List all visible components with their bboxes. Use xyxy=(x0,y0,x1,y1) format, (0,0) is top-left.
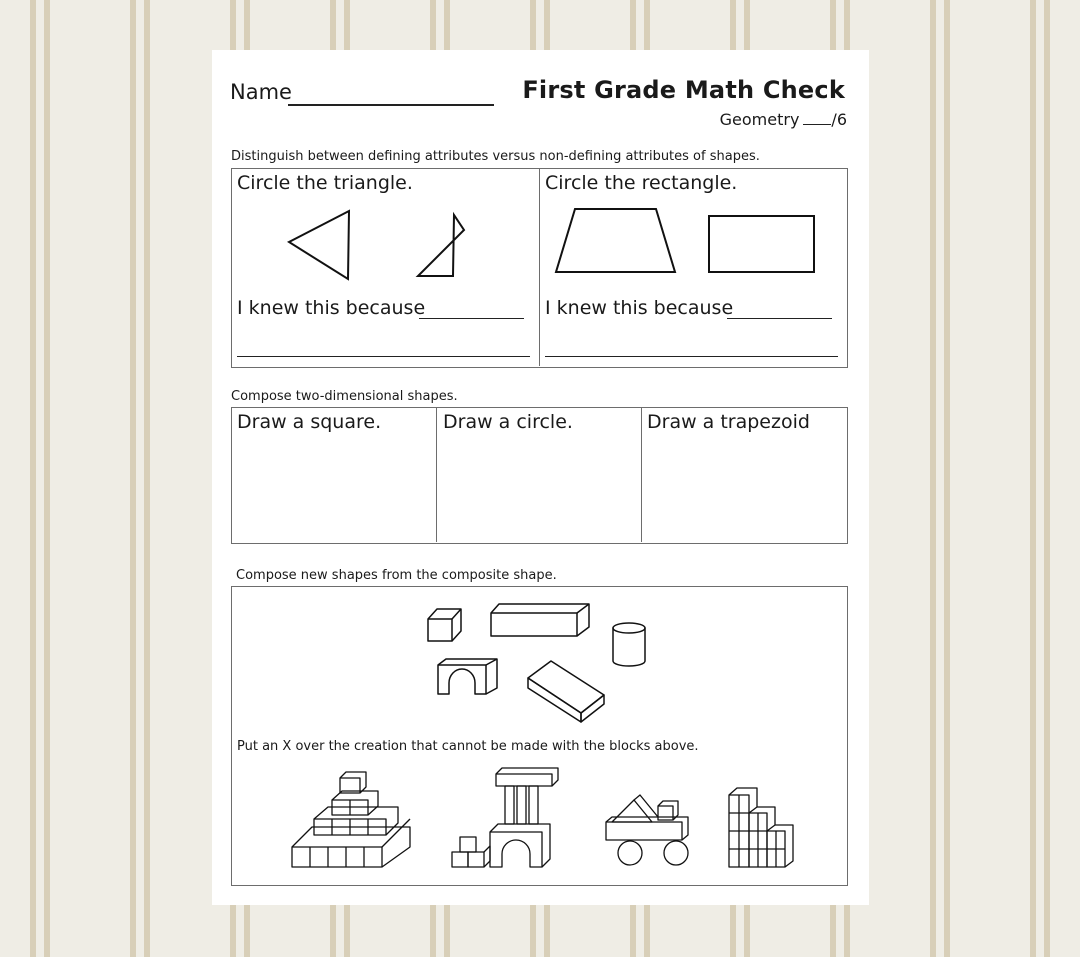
draw-circle-prompt: Draw a circle. xyxy=(443,411,573,433)
section3-sub-instruction: Put an X over the creation that cannot be made with the blocks above. xyxy=(237,739,699,754)
block-set xyxy=(232,587,847,727)
triangle-shapes xyxy=(232,169,539,289)
slab-block xyxy=(528,661,604,722)
section2-instruction: Compose two-dimensional shapes. xyxy=(231,389,458,404)
small-cube-block xyxy=(428,609,461,641)
square-drawing-area[interactable] xyxy=(232,438,436,542)
page-title: First Grade Math Check xyxy=(522,76,845,104)
worksheet-page xyxy=(212,50,869,905)
angle-shape-b[interactable] xyxy=(418,215,464,276)
creation-pyramid[interactable] xyxy=(292,772,410,867)
long-bar-block xyxy=(491,604,589,636)
reason-label-left: I knew this because xyxy=(237,297,426,319)
circle-rectangle-prompt: Circle the rectangle. xyxy=(545,172,738,194)
section1-box xyxy=(231,168,848,368)
triangle-shape-a[interactable] xyxy=(289,211,349,279)
score-line xyxy=(720,110,847,129)
score-blank[interactable] xyxy=(803,110,831,125)
draw-square-prompt: Draw a square. xyxy=(237,411,382,433)
section1-instruction: Distinguish between defining attributes versus non-defining attributes of shapes. xyxy=(231,149,760,164)
rectangle-shapes xyxy=(540,169,847,289)
reason-line-right-2[interactable] xyxy=(545,356,838,357)
creation-arch-tower[interactable] xyxy=(452,768,558,867)
rectangle-shape[interactable] xyxy=(709,216,814,272)
section3-box xyxy=(231,586,848,886)
section2-divider-2 xyxy=(641,408,642,542)
section3-instruction: Compose new shapes from the composite shape. xyxy=(236,568,557,583)
draw-trapezoid-prompt: Draw a trapezoid xyxy=(647,411,810,433)
circle-triangle-prompt: Circle the triangle. xyxy=(237,172,413,194)
reason-line-left-1[interactable] xyxy=(419,318,524,319)
creation-car[interactable] xyxy=(606,795,688,865)
trapezoid-drawing-area[interactable] xyxy=(643,438,846,542)
creations xyxy=(232,762,847,877)
name-field[interactable] xyxy=(288,104,494,106)
reason-line-left-2[interactable] xyxy=(237,356,530,357)
reason-line-right-1[interactable] xyxy=(727,318,832,319)
reason-label-right: I knew this because xyxy=(545,297,734,319)
circle-drawing-area[interactable] xyxy=(438,438,641,542)
score-label: Geometry xyxy=(719,110,800,129)
cylinder-block xyxy=(613,623,645,666)
creation-staircase[interactable] xyxy=(729,788,793,867)
arch-block xyxy=(438,659,497,694)
name-label: Name xyxy=(230,80,292,104)
section2-box xyxy=(231,407,848,544)
score-total: /6 xyxy=(831,110,847,129)
trapezoid-shape[interactable] xyxy=(556,209,675,272)
section2-divider-1 xyxy=(436,408,437,542)
